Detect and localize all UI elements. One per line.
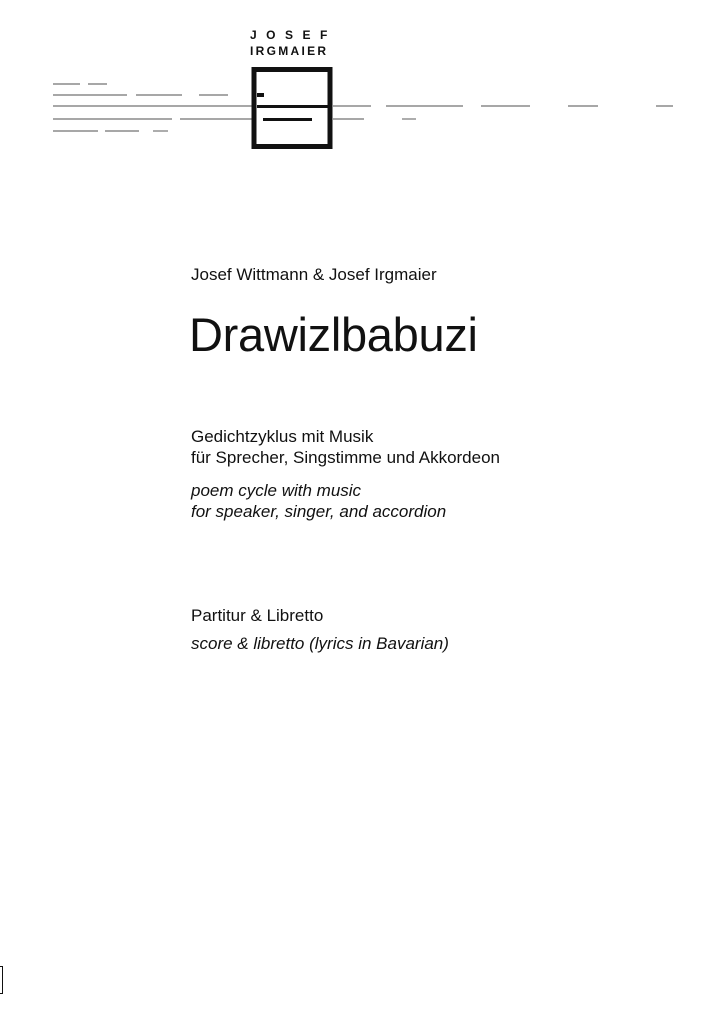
description-german-line: für Sprecher, Singstimme und Akkordeon [191,448,500,467]
logo-staff-lines-graphic [0,0,721,160]
description-english [191,480,446,522]
description-german-line: Gedichtzyklus mit Musik [191,427,374,446]
authors: Josef Wittmann & Josef Irgmaier [191,265,437,284]
description-english-line: poem cycle with music [191,481,362,500]
description-german [191,426,500,468]
edition-english: score & libretto (lyrics in Bavarian) [191,634,449,653]
description-english-line: for speaker, singer, and accordion [191,502,447,521]
edition-german: Partitur & Libretto [191,606,324,625]
logo-name-first: JOSEF [250,28,337,42]
crop-mark [0,966,3,994]
logo-name-last: IRGMAIER [250,44,329,58]
work-title: Drawizlbabuzi [189,308,478,361]
logo-box-icon [254,70,330,147]
